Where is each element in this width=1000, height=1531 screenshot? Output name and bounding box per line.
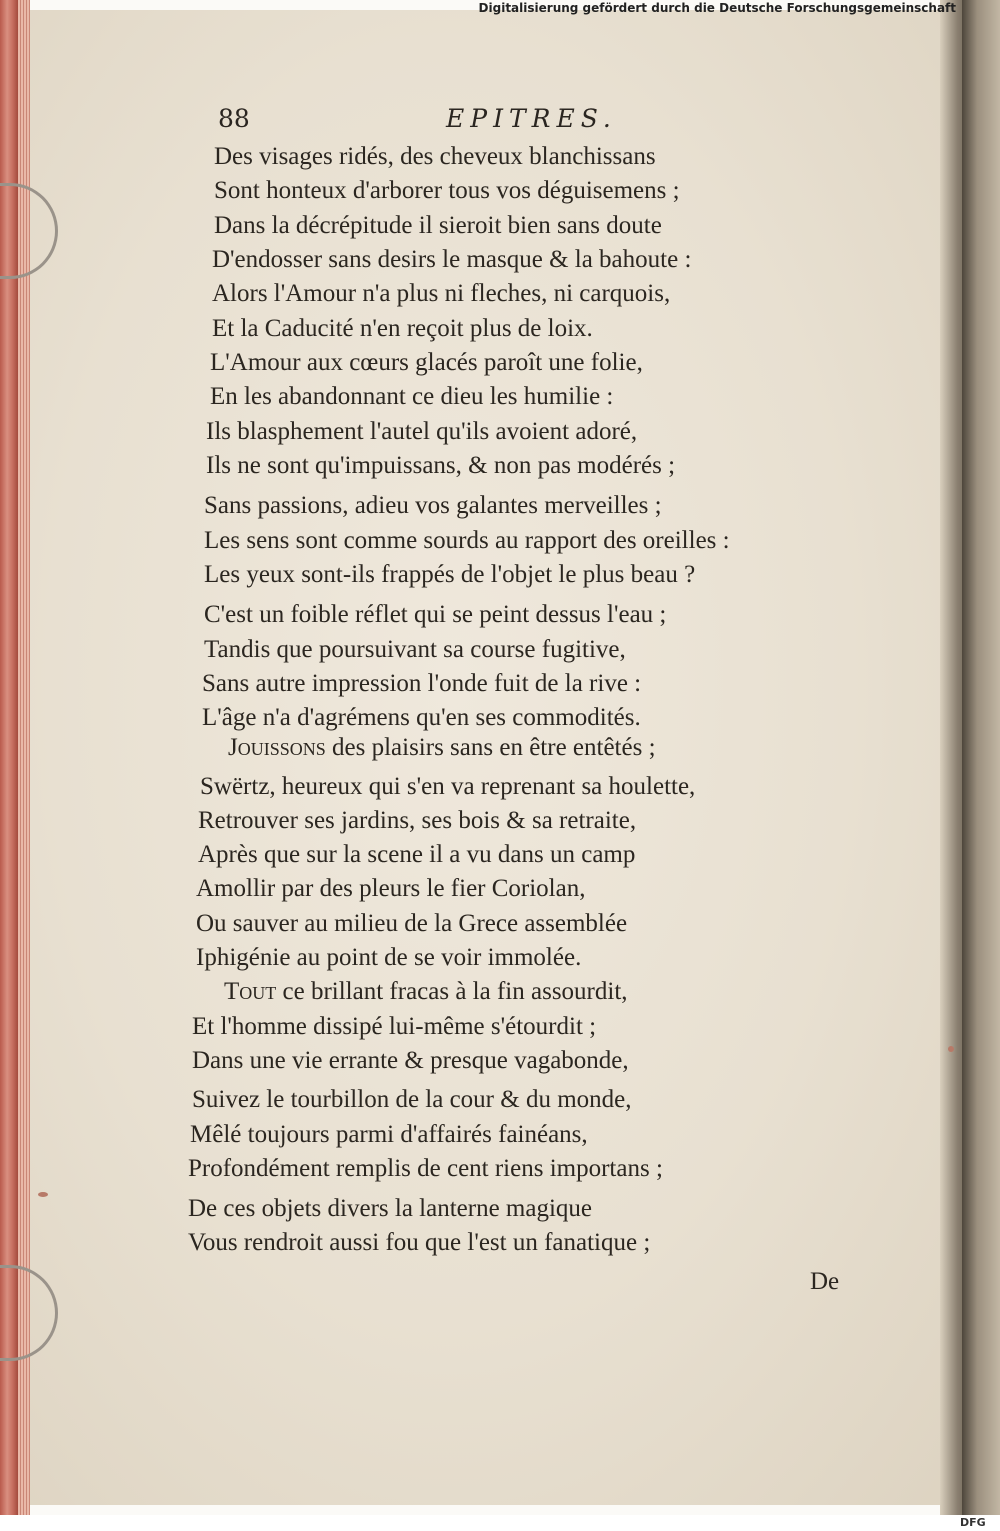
verse-line: L'âge n'a d'agrémens qu'en ses commodités.: [202, 704, 641, 731]
running-head: EPITRES.: [446, 104, 617, 133]
dfg-logo-icon: DFG: [960, 1516, 986, 1529]
verse-line-text: des plaisirs sans en être entêtés ;: [332, 734, 656, 761]
verse-line: C'est un foible réflet qui se peint dessus l'eau ;: [204, 601, 667, 628]
verse-line: En les abandonnant ce dieu les humilie :: [210, 383, 614, 410]
small-caps-word: Jouissons: [228, 734, 326, 761]
verse-line: Ou sauver au milieu de la Grece assemblée: [196, 910, 628, 937]
catchword: De: [810, 1268, 840, 1295]
verse-line: [204, 977, 628, 1007]
page-number: 88: [218, 104, 250, 133]
verse-line-text: ce brillant fracas à la fin assourdit,: [282, 978, 628, 1005]
verse-line: D'endosser sans desirs le masque & la bahoute :: [212, 246, 692, 273]
verse-line: Swërtz, heureux qui s'en va reprenant sa houlette,: [200, 773, 696, 800]
digitization-credit: Digitalisierung gefördert durch die Deutsche Forschungsgemeinschaft: [478, 1, 956, 15]
verse-line: Retrouver ses jardins, ses bois & sa retraite,: [198, 807, 637, 834]
verse-line: Ils blasphement l'autel qu'ils avoient adoré,: [206, 418, 638, 445]
verse-line: Les yeux sont-ils frappés de l'objet le plus beau ?: [204, 561, 696, 588]
verse-line: Et la Caducité n'en reçoit plus de loix.: [212, 315, 593, 342]
verse-line: De ces objets divers la lanterne magique: [188, 1195, 593, 1222]
verse-line: Dans la décrépitude il sieroit bien sans doute: [214, 212, 662, 239]
verse-line: Mêlé toujours parmi d'affairés fainéans,: [190, 1121, 588, 1148]
verse-line: Alors l'Amour n'a plus ni fleches, ni carquois,: [212, 280, 671, 307]
verse-line: Des visages ridés, des cheveux blanchissans: [214, 143, 656, 170]
verse-line: Les sens sont comme sourds au rapport des oreilles :: [204, 527, 730, 554]
verse-line: Dans une vie errante & presque vagabonde,: [192, 1047, 629, 1074]
verse-line: Profondément remplis de cent riens importans ;: [188, 1155, 663, 1182]
verse-line: Ils ne sont qu'impuissans, & non pas modérés ;: [206, 452, 676, 479]
verse-line: [208, 733, 656, 763]
verse-line: Iphigénie au point de se voir immolée.: [196, 944, 582, 971]
verse-line: Sans passions, adieu vos galantes merveilles ;: [204, 492, 662, 519]
verse-line: Vous rendroit aussi fou que l'est un fanatique ;: [188, 1229, 651, 1256]
verse-line: L'Amour aux cœurs glacés paroît une folie,: [210, 349, 643, 376]
verse-line: Amollir par des pleurs le fier Coriolan,: [196, 875, 586, 902]
verse-line: Sont honteux d'arborer tous vos déguisemens ;: [214, 177, 680, 204]
verse-line: Sans autre impression l'onde fuit de la rive :: [202, 670, 642, 697]
verse-line: Tandis que poursuivant sa course fugitive,: [204, 636, 626, 663]
verse-line: Suivez le tourbillon de la cour & du monde,: [192, 1086, 632, 1113]
small-caps-word: Tout: [224, 978, 277, 1005]
footer-band: [0, 1515, 1000, 1531]
verse-line: Et l'homme dissipé lui-même s'étourdit ;: [192, 1013, 597, 1040]
verse-line: Après que sur la scene il a vu dans un camp: [198, 841, 636, 868]
